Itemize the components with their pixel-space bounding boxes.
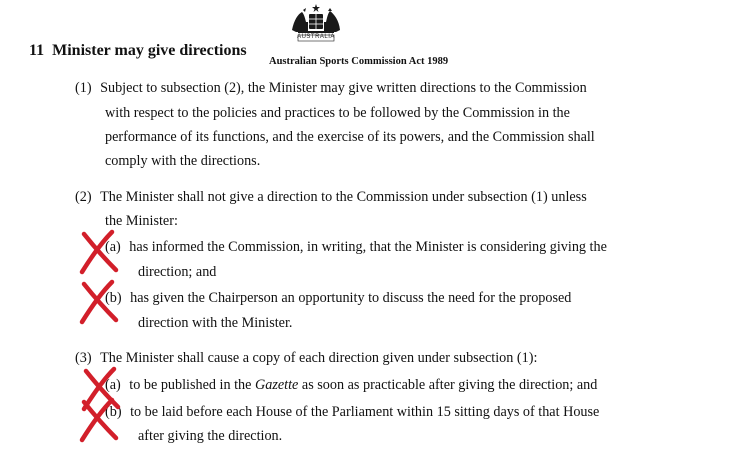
subsection-2-text-line-2: the Minister: xyxy=(105,213,178,229)
subsection-2a-text-line-2: direction; and xyxy=(138,264,217,280)
subsection-1-first-line xyxy=(75,80,587,97)
subsection-3b-label: (b) xyxy=(105,404,122,420)
subsection-3a-line xyxy=(105,377,597,394)
gazette-emphasis: Gazette xyxy=(255,377,299,393)
subsection-3b-text-line-1: to be laid before each House of the Parliament within 15 sitting days of that House xyxy=(130,404,600,420)
subsection-3-first-line xyxy=(75,350,537,367)
subsection-3a-text-post: as soon as practicable after giving the direction; and xyxy=(298,377,598,393)
subsection-2b-label: (b) xyxy=(105,290,122,306)
subsection-2b-text-line-1: has given the Chairperson an opportunity to discuss the need for the proposed xyxy=(130,290,572,306)
subsection-3b-text-line-2: after giving the direction. xyxy=(138,428,283,444)
crest-label: AUSTRALIA xyxy=(297,34,335,40)
coat-of-arms-crest xyxy=(284,2,348,48)
subsection-3b-first-line xyxy=(105,404,599,421)
subsection-2-text-line-1: The Minister shall not give a direction to the Commission under subsection (1) unless xyxy=(100,189,587,205)
subsection-2-label: (2) xyxy=(75,189,92,205)
act-title: Australian Sports Commission Act 1989 xyxy=(269,56,449,67)
subsection-1-text-line-3: performance of its functions, and the exercise of its powers, and the Commission shall xyxy=(105,129,595,145)
subsection-2b-text-line-2: direction with the Minister. xyxy=(138,315,293,331)
subsection-2a-first-line xyxy=(105,239,607,256)
subsection-2b-first-line xyxy=(105,290,571,307)
subsection-1-text-line-1: Subject to subsection (2), the Minister may give written directions to the Commission xyxy=(100,80,587,96)
subsection-3a-label: (a) xyxy=(105,377,121,393)
subsection-1-text-line-4: comply with the directions. xyxy=(105,153,261,169)
coat-of-arms-icon xyxy=(284,2,348,48)
subsection-2a-text-line-1: has informed the Commission, in writing, that the Minister is considering giving the xyxy=(129,239,607,255)
subsection-2-first-line xyxy=(75,189,587,206)
subsection-1-label: (1) xyxy=(75,80,92,96)
section-heading xyxy=(29,42,247,60)
subsection-1-text-line-2: with respect to the policies and practices to be followed by the Commission in the xyxy=(105,105,570,121)
cross-out-mark-icon xyxy=(78,278,122,326)
cross-out-mark-icon xyxy=(78,228,122,276)
section-title: Minister may give directions xyxy=(52,42,247,59)
subsection-3-label: (3) xyxy=(75,350,92,366)
section-number: 11 xyxy=(29,42,45,59)
cross-out-mark-icon xyxy=(78,396,122,444)
subsection-2a-label: (a) xyxy=(105,239,121,255)
subsection-3-text-line-1: The Minister shall cause a copy of each direction given under subsection (1): xyxy=(100,350,538,366)
subsection-3a-text-pre: to be published in the xyxy=(129,377,255,393)
